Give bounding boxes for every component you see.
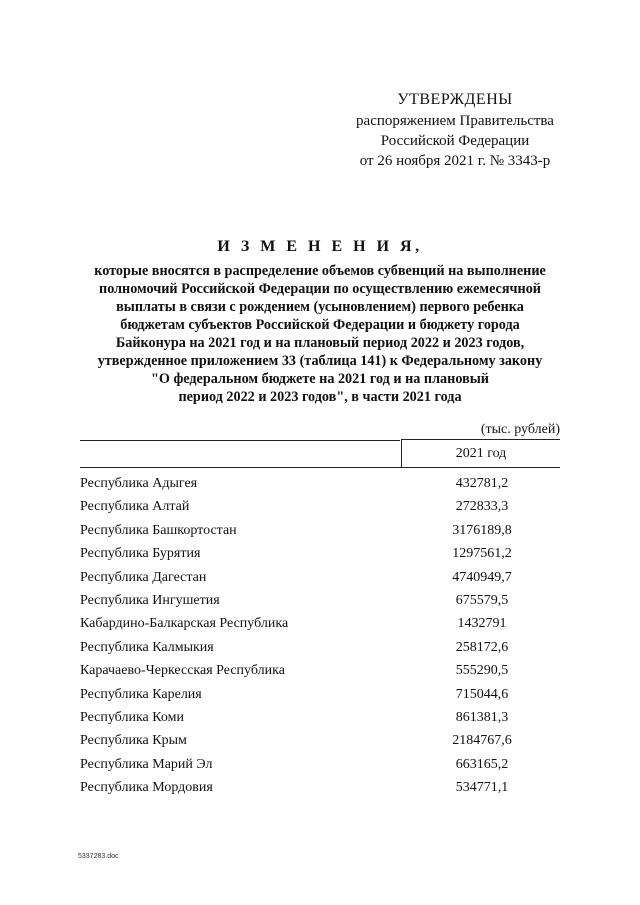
region-name: Республика Крым bbox=[80, 733, 187, 749]
region-name: Республика Алтай bbox=[80, 499, 190, 515]
region-value: 1432791 bbox=[457, 616, 507, 632]
table-header-rule bbox=[80, 467, 560, 468]
region-value: 861381,3 bbox=[455, 709, 509, 725]
region-value: 534771,1 bbox=[455, 780, 509, 796]
region-value: 675579,5 bbox=[455, 592, 509, 608]
subtitle-line: Байконура на 2021 год и на плановый период 2022 и 2023 годов, bbox=[115, 335, 525, 351]
region-name: Республика Калмыкия bbox=[80, 639, 214, 655]
table-row bbox=[80, 546, 562, 569]
table-row bbox=[80, 710, 562, 733]
table-row bbox=[80, 570, 562, 593]
region-value: 4740949,7 bbox=[452, 569, 512, 585]
region-value: 272833,3 bbox=[455, 499, 509, 515]
approval-line: распоряжением Правительства bbox=[356, 113, 554, 129]
table-body bbox=[80, 476, 562, 803]
approval-date-number: от 26 ноября 2021 г. № 3343-р bbox=[359, 153, 551, 169]
region-name: Республика Башкортостан bbox=[80, 522, 237, 538]
region-name: Республика Карелия bbox=[80, 686, 202, 702]
subtitle-line: бюджетам субъектов Российской Федерации и бюджету города bbox=[120, 317, 520, 333]
subtitle-line: "О федеральном бюджете на 2021 год и на плановый bbox=[151, 371, 489, 387]
region-name: Республика Ингушетия bbox=[80, 592, 220, 608]
region-value: 555290,5 bbox=[455, 663, 509, 679]
table-row bbox=[80, 499, 562, 522]
document-subtitle bbox=[60, 262, 580, 406]
region-name: Республика Мордовия bbox=[80, 780, 213, 796]
table-top-rule-right bbox=[402, 439, 560, 440]
document-title: И З М Е Н Е Н И Я, bbox=[217, 238, 423, 255]
region-value: 432781,2 bbox=[455, 476, 509, 491]
subtitle-line: которые вносятся в распределение объемов субвенций на выполнение bbox=[94, 263, 546, 279]
region-value: 1297561,2 bbox=[452, 546, 512, 562]
table-row bbox=[80, 780, 562, 803]
approval-line: Российской Федерации bbox=[380, 133, 530, 149]
region-value: 3176189,8 bbox=[452, 522, 512, 538]
subtitle-line: полномочий Российской Федерации по осуществлению ежемесячной bbox=[99, 281, 541, 297]
table-row bbox=[80, 616, 562, 639]
table-top-rule-left bbox=[80, 440, 400, 441]
table-row bbox=[80, 663, 562, 686]
region-value: 715044,6 bbox=[455, 686, 509, 702]
subtitle-line: выплаты в связи с рождением (усыновлением) первого ребенка bbox=[116, 299, 524, 315]
region-value: 663165,2 bbox=[455, 756, 509, 772]
region-name: Республика Бурятия bbox=[80, 546, 201, 562]
subtitle-line: утвержденное приложением 33 (таблица 141) к Федеральному закону bbox=[97, 353, 543, 369]
region-value: 2184767,6 bbox=[452, 733, 512, 749]
column-header-year: 2021 год bbox=[455, 446, 507, 461]
table-row bbox=[80, 733, 562, 756]
region-name: Кабардино-Балкарская Республика bbox=[80, 616, 289, 632]
region-name: Республика Адыгея bbox=[80, 476, 198, 491]
region-value: 258172,6 bbox=[455, 639, 509, 655]
table-row bbox=[80, 593, 562, 616]
region-name: Республика Дагестан bbox=[80, 569, 207, 585]
subtitle-line: период 2022 и 2023 годов", в части 2021 года bbox=[178, 389, 462, 405]
table-row bbox=[80, 640, 562, 663]
table-row bbox=[80, 523, 562, 546]
table-row bbox=[80, 476, 562, 499]
unit-label: (тыс. рублей) bbox=[480, 422, 560, 437]
table-row bbox=[80, 687, 562, 710]
file-code: 5337283.doc bbox=[78, 853, 119, 860]
approval-stamp bbox=[330, 90, 580, 171]
table-row bbox=[80, 757, 562, 780]
region-name: Республика Марий Эл bbox=[80, 756, 213, 772]
region-name: Республика Коми bbox=[80, 709, 184, 725]
approval-heading: УТВЕРЖДЕНЫ bbox=[397, 91, 513, 108]
region-name: Карачаево-Черкесская Республика bbox=[80, 663, 285, 679]
